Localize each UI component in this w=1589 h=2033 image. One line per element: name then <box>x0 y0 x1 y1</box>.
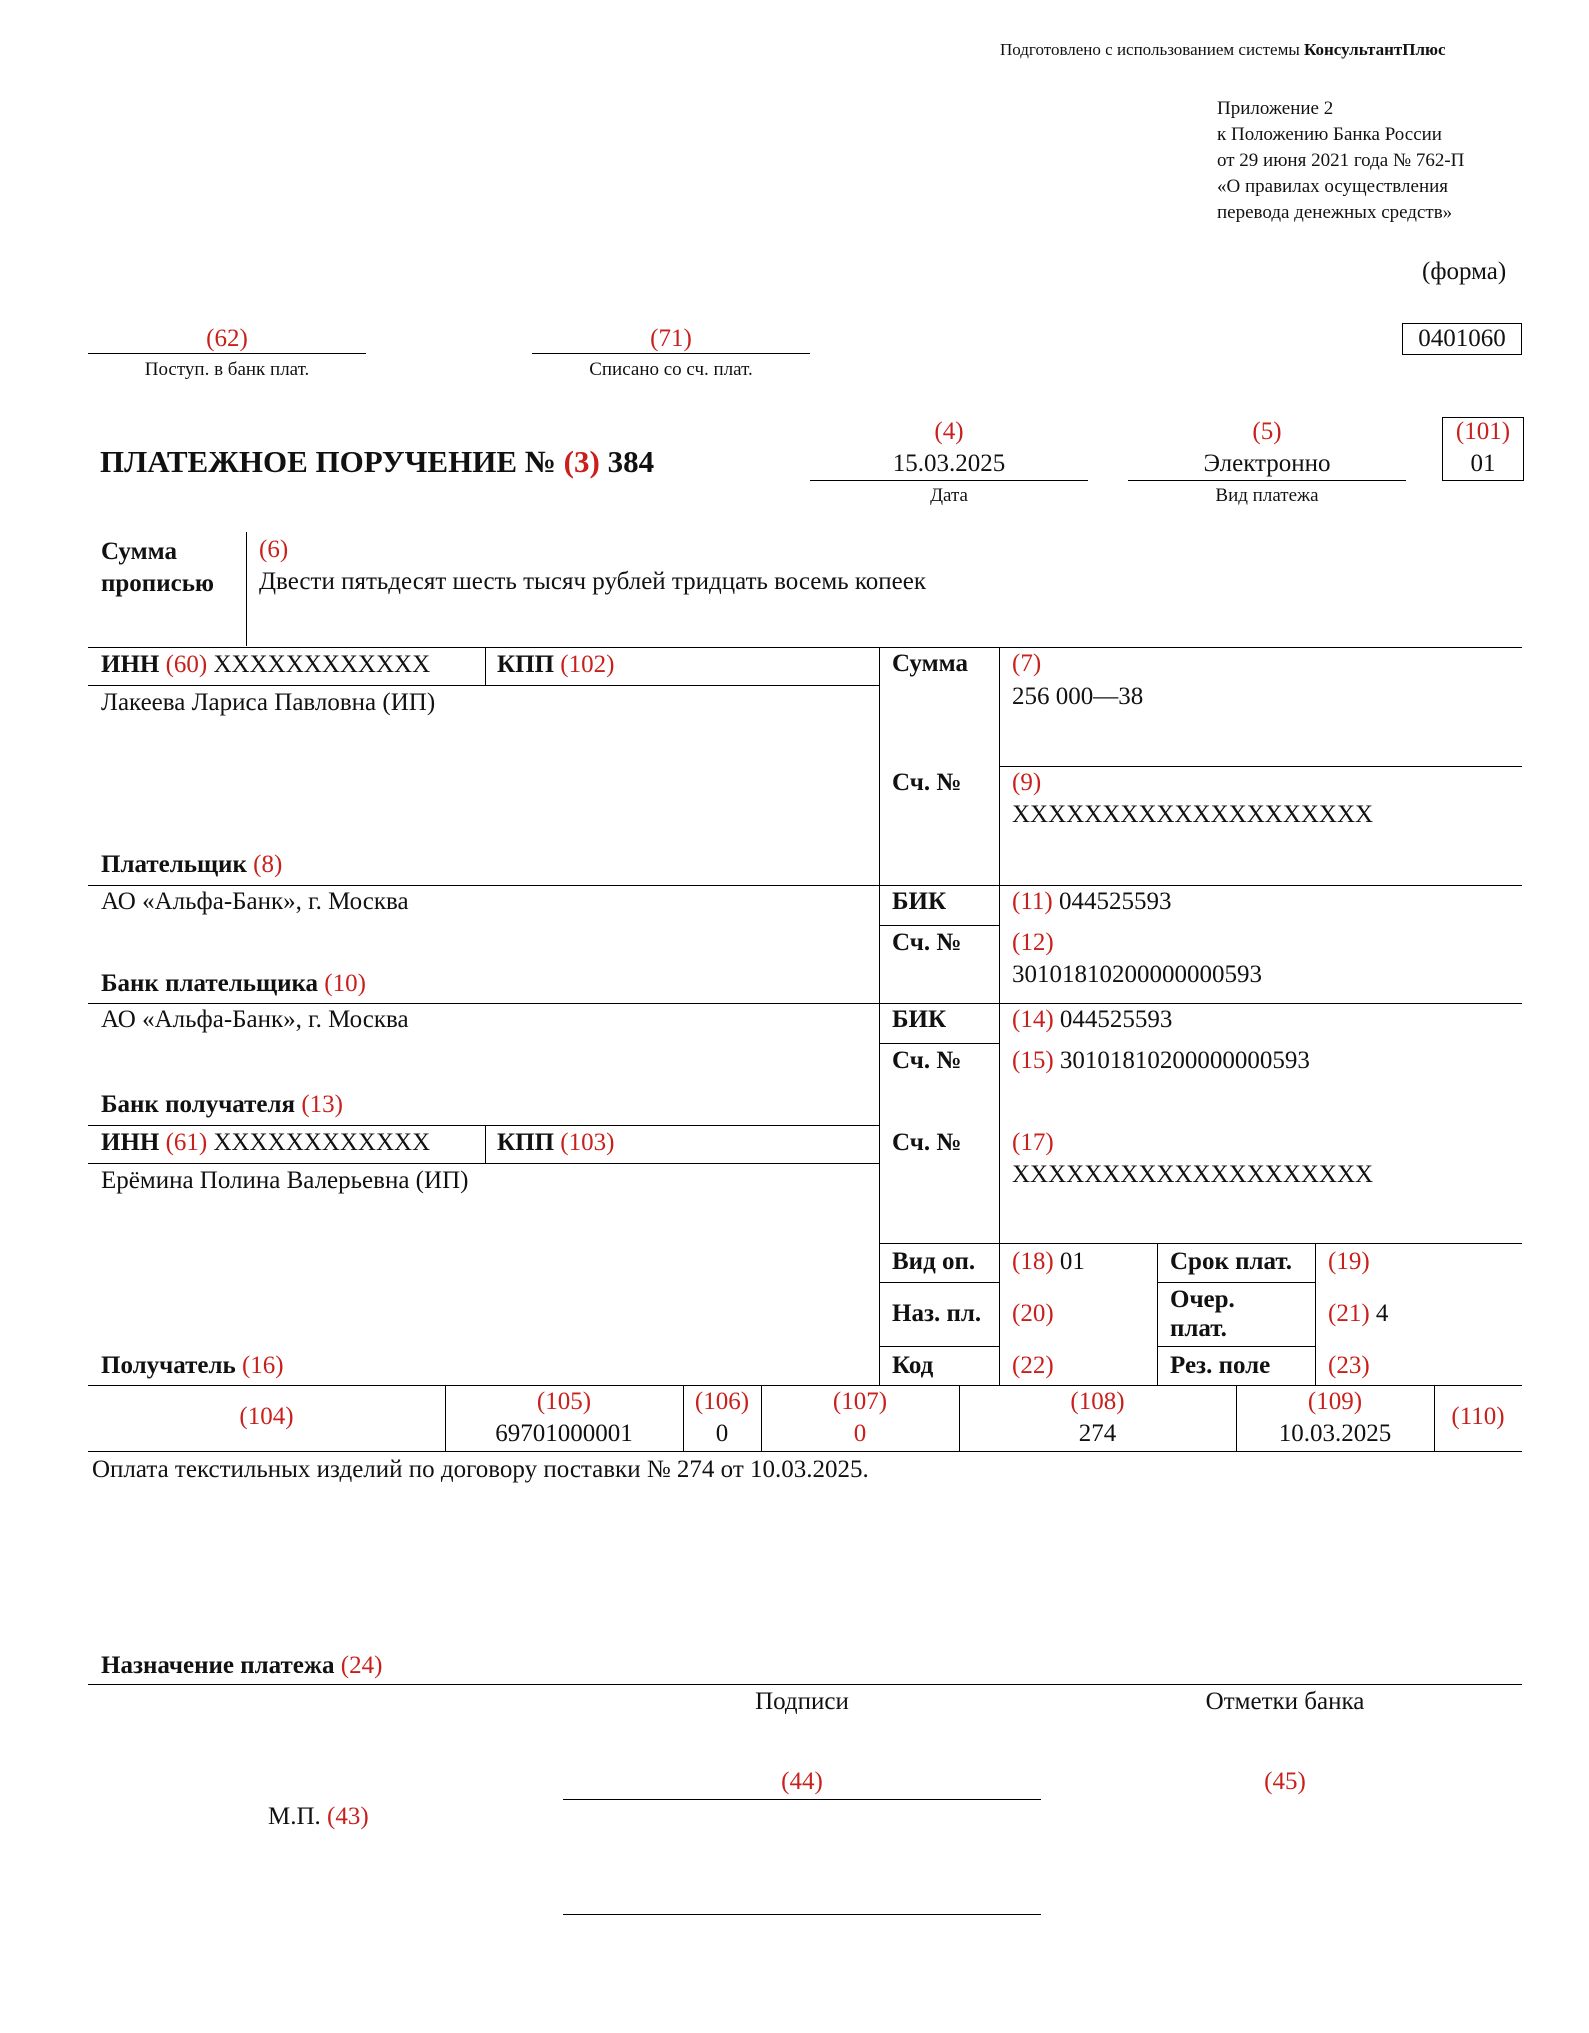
received-num: (62) <box>206 325 248 352</box>
payment-type-num: (5) <box>1252 418 1282 445</box>
payee-bank-acc <box>1012 1047 1310 1075</box>
payee-kpp <box>497 1129 614 1157</box>
signatures-label: Подписи <box>755 1688 849 1715</box>
op-naz-label: Наз. пл. <box>892 1300 982 1327</box>
received-label: Поступ. в банк плат. <box>144 359 310 380</box>
payer-bank-acc-value: 30101810200000000593 <box>1012 961 1262 988</box>
payer-label <box>101 851 282 879</box>
prepared-prefix: Подготовлено с использованием системы <box>1000 40 1300 59</box>
signature-line-2 <box>563 1914 1041 1915</box>
received-line <box>88 353 366 354</box>
grid-line <box>485 647 486 685</box>
payer-bank-name: АО «Альфа-Банк», г. Москва <box>101 888 409 915</box>
debited-num: (71) <box>650 325 692 352</box>
sum-words-label-2: прописью <box>101 570 215 597</box>
op-ocher-value: 4 <box>1375 1300 1389 1327</box>
payer-bank-label-num: (10) <box>324 970 366 997</box>
mp-text: М.П. <box>268 1803 321 1830</box>
date-line <box>810 480 1088 481</box>
payee-acc-value: XXXXXXXXXXXXXXXXXXXX <box>1012 1161 1374 1188</box>
payer-name: Лакеева Лариса Павловна (ИП) <box>101 689 436 716</box>
payer-label-text: Плательщик <box>101 851 247 878</box>
grid-line <box>879 647 880 1385</box>
op-ocher-label-2: плат. <box>1170 1315 1227 1342</box>
payee-bank-bik <box>1012 1006 1172 1034</box>
form-code: 0401060 <box>1402 323 1522 355</box>
tax-107-num: (107) <box>832 1388 888 1415</box>
payee-bank-bik-value: 044525593 <box>1059 1006 1173 1033</box>
op-ocher-num: (21) <box>1328 1300 1370 1327</box>
payee-inn-value: XXXXXXXXXXXX <box>213 1129 431 1156</box>
payee-label-text: Получатель <box>101 1352 236 1379</box>
payer-account-num: (9) <box>1012 769 1042 796</box>
op-naz-num: (20) <box>1012 1300 1054 1327</box>
payee-kpp-label: КПП <box>497 1129 555 1156</box>
debited-line <box>532 353 810 354</box>
grid-line <box>879 1243 1522 1244</box>
amount-label: Сумма <box>892 650 968 677</box>
op-vid-num: (18) <box>1012 1248 1054 1275</box>
payer-inn-label: ИНН <box>101 651 160 678</box>
purpose-text: Оплата текстильных изделий по договору поставки № 274 от 10.03.2025. <box>92 1456 869 1483</box>
grid-line <box>88 685 879 686</box>
sum-words-label-1: Сумма <box>101 538 177 565</box>
grid-line <box>88 1003 1522 1004</box>
payer-bank-acc-label: Сч. № <box>892 929 962 956</box>
op-vid-label: Вид оп. <box>892 1248 976 1275</box>
op-kod-label: Код <box>892 1352 934 1379</box>
grid-line <box>485 1125 486 1163</box>
payer-bank-label <box>101 970 366 998</box>
payee-bank-name: АО «Альфа-Банк», г. Москва <box>101 1006 409 1033</box>
tax-109-value: 10.03.2025 <box>1278 1420 1392 1447</box>
op-srok-num: (19) <box>1328 1248 1370 1275</box>
tax-107-value: 0 <box>853 1420 867 1447</box>
purpose-line <box>88 1684 1522 1685</box>
grid-line <box>88 1125 879 1126</box>
payee-bank-label <box>101 1091 343 1119</box>
payee-bank-bik-label: БИК <box>892 1006 947 1033</box>
bank-marks-label: Отметки банка <box>1205 1688 1365 1715</box>
appendix-line: перевода денежных средств» <box>1217 202 1453 223</box>
status-value: 01 <box>1470 450 1496 477</box>
op-ocher <box>1328 1300 1388 1328</box>
grid-line <box>1157 1243 1158 1385</box>
grid-line <box>1157 1346 1315 1347</box>
appendix-line: к Положению Банка России <box>1217 124 1442 145</box>
grid-line <box>999 766 1522 767</box>
status-num: (101) <box>1455 418 1511 445</box>
debited-label: Списано со сч. плат. <box>589 359 753 380</box>
appendix-line: «О правилах осуществления <box>1217 176 1449 197</box>
appendix-block <box>1217 96 1464 226</box>
amount-num: (7) <box>1012 650 1042 677</box>
tax-108-num: (108) <box>1070 1388 1125 1415</box>
payment-type-label: Вид платежа <box>1215 485 1319 506</box>
tax-109-num: (109) <box>1307 1388 1363 1415</box>
payee-bank-acc-label: Сч. № <box>892 1047 962 1074</box>
grid-line <box>1315 1243 1316 1385</box>
prepared-note <box>1000 40 1446 60</box>
title-num: (3) <box>563 444 600 479</box>
prepared-system: КонсультантПлюс <box>1304 40 1446 59</box>
payee-inn <box>101 1129 430 1157</box>
page-title <box>100 444 654 480</box>
grid-line <box>88 1451 1522 1452</box>
tax-108-value: 274 <box>1078 1420 1117 1447</box>
tax-106-value: 0 <box>715 1420 729 1447</box>
payee-inn-label: ИНН <box>101 1129 160 1156</box>
tax-105-value: 69701000001 <box>495 1420 633 1447</box>
payee-acc-num: (17) <box>1012 1129 1054 1156</box>
grid-line <box>88 885 1522 886</box>
mp-num: (43) <box>327 1803 369 1830</box>
grid-line <box>88 647 1522 648</box>
payer-account-label: Сч. № <box>892 769 962 796</box>
payer-inn <box>101 651 430 679</box>
op-vid <box>1012 1248 1085 1276</box>
grid-line <box>879 1043 999 1044</box>
op-rez-label: Рез. поле <box>1170 1352 1271 1379</box>
payee-label-num: (16) <box>241 1352 284 1379</box>
payer-label-num: (8) <box>253 851 283 878</box>
payer-bank-bik <box>1012 888 1171 916</box>
appendix-line: Приложение 2 <box>1217 98 1334 119</box>
payee-bank-label-num: (13) <box>301 1091 343 1118</box>
payer-account-value: XXXXXXXXXXXXXXXXXXXX <box>1012 801 1374 828</box>
payment-type-line <box>1128 480 1406 481</box>
bank-marks-num: (45) <box>1264 1768 1306 1795</box>
amount-value: 256 000—38 <box>1012 683 1144 710</box>
op-kod-num: (22) <box>1012 1352 1054 1379</box>
payee-kpp-num: (103) <box>560 1129 615 1156</box>
grid-line <box>879 1346 999 1347</box>
payer-kpp <box>497 651 614 679</box>
payer-bank-acc-num: (12) <box>1012 929 1054 956</box>
title-text: ПЛАТЕЖНОЕ ПОРУЧЕНИЕ № <box>100 444 556 479</box>
tax-106-num: (106) <box>694 1388 750 1415</box>
grid-line <box>879 925 999 926</box>
payee-acc-label: Сч. № <box>892 1129 962 1156</box>
payer-inn-value: XXXXXXXXXXXX <box>213 651 431 678</box>
signature-line-1 <box>563 1799 1041 1800</box>
grid-line <box>999 647 1000 1385</box>
op-ocher-label-1: Очер. <box>1170 1286 1235 1313</box>
payee-bank-acc-value: 30101810200000000593 <box>1059 1047 1310 1074</box>
purpose-label-text: Назначение платежа <box>101 1652 335 1679</box>
date-value: 15.03.2025 <box>892 450 1006 477</box>
payment-type-value: Электронно <box>1203 450 1331 477</box>
payee-bank-bik-num: (14) <box>1012 1006 1054 1033</box>
payer-inn-num: (60) <box>165 651 208 678</box>
op-rez-num: (23) <box>1328 1352 1370 1379</box>
payee-bank-label-text: Банк получателя <box>101 1091 296 1118</box>
sum-words-divider <box>246 532 247 646</box>
title-number: 384 <box>607 444 655 479</box>
op-vid-value: 01 <box>1059 1248 1085 1275</box>
appendix-line: от 29 июня 2021 года № 762-П <box>1217 150 1465 171</box>
op-ocher-label <box>1170 1285 1235 1343</box>
sum-words-label <box>101 536 214 600</box>
payee-bank-acc-num: (15) <box>1012 1047 1054 1074</box>
forma-label: (форма) <box>1422 258 1507 285</box>
sum-words-value: Двести пятьдесят шесть тысяч рублей тридцать восемь копеек <box>259 568 926 595</box>
grid-line <box>88 1385 1522 1386</box>
mp-label <box>268 1803 369 1831</box>
payer-kpp-num: (102) <box>560 651 615 678</box>
payer-bank-bik-num: (11) <box>1012 888 1053 915</box>
payee-inn-num: (61) <box>165 1129 208 1156</box>
tax-110: (110) <box>1451 1403 1505 1430</box>
date-num: (4) <box>934 418 964 445</box>
payer-bank-label-text: Банк плательщика <box>101 970 319 997</box>
signature-num: (44) <box>781 1768 823 1795</box>
payee-name: Ерёмина Полина Валерьевна (ИП) <box>101 1167 469 1194</box>
sum-words-num: (6) <box>259 536 289 563</box>
payee-label <box>101 1352 284 1380</box>
tax-104: (104) <box>239 1403 294 1430</box>
grid-line <box>879 1282 999 1283</box>
op-srok-label: Срок плат. <box>1170 1248 1293 1275</box>
grid-line <box>88 1163 879 1164</box>
payer-bank-bik-value: 044525593 <box>1058 888 1172 915</box>
grid-line <box>1157 1282 1315 1283</box>
date-label: Дата <box>930 485 968 506</box>
purpose-label-num: (24) <box>340 1652 383 1679</box>
payer-kpp-label: КПП <box>497 651 555 678</box>
payer-bank-bik-label: БИК <box>892 888 947 915</box>
purpose-label <box>101 1652 382 1680</box>
tax-105-num: (105) <box>536 1388 592 1415</box>
